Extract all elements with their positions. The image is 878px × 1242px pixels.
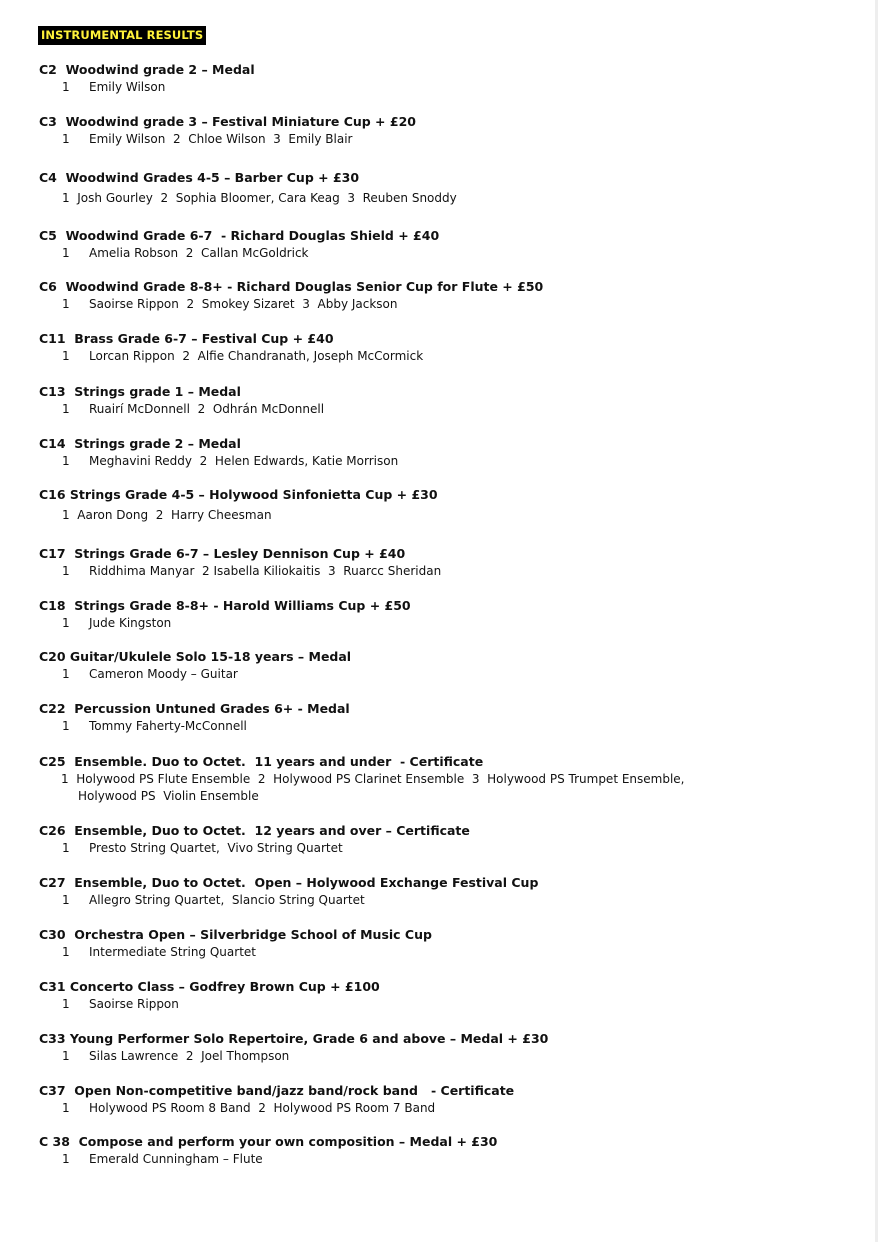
result-line xyxy=(39,348,859,365)
place-number: 1 xyxy=(62,80,70,94)
class-heading: C31 Concerto Class – Godfrey Brown Cup + £100 xyxy=(39,979,380,994)
result-names: Jude Kingston xyxy=(89,616,172,630)
class-heading: C25 Ensemble. Duo to Octet. 11 years and under - Certificate xyxy=(39,754,484,769)
result-line xyxy=(39,563,859,580)
result-section-c6 xyxy=(39,278,859,313)
result-names: Saoirse Rippon 2 Smokey Sizaret 3 Abby Jackson xyxy=(89,297,398,311)
result-line xyxy=(39,892,859,909)
result-section-c25 xyxy=(39,753,859,805)
class-heading: C18 Strings Grade 8-8+ - Harold Williams Cup + £50 xyxy=(39,598,411,613)
result-section-c27 xyxy=(39,874,859,909)
result-line xyxy=(39,718,859,735)
result-names: Amelia Robson 2 Callan McGoldrick xyxy=(89,246,309,260)
class-heading: C16 Strings Grade 4-5 – Holywood Sinfonietta Cup + £30 xyxy=(39,487,438,502)
result-line xyxy=(39,245,859,262)
result-section-c4 xyxy=(39,169,859,207)
result-section-c16 xyxy=(39,486,859,524)
result-section-c11 xyxy=(39,330,859,365)
result-line: 1 Holywood PS Flute Ensemble 2 Holywood PS Clarinet Ensemble 3 Holywood PS Trumpet Ensemble, xyxy=(61,772,685,786)
result-section-c26 xyxy=(39,822,859,857)
result-names: Tommy Faherty-McConnell xyxy=(89,719,247,733)
class-heading: C26 Ensemble, Duo to Octet. 12 years and over – Certificate xyxy=(39,823,470,838)
result-line xyxy=(39,1048,859,1065)
result-section-c22 xyxy=(39,700,859,735)
result-line xyxy=(39,996,859,1013)
result-section-c17 xyxy=(39,545,859,580)
place-number: 1 xyxy=(62,893,70,907)
place-number: 1 xyxy=(62,1152,70,1166)
class-heading: C2 Woodwind grade 2 – Medal xyxy=(39,62,255,77)
place-number: 1 xyxy=(62,1049,70,1063)
result-section-c33 xyxy=(39,1030,859,1065)
result-section-c18 xyxy=(39,597,859,632)
result-line xyxy=(39,131,859,148)
result-line: 1 Josh Gourley 2 Sophia Bloomer, Cara Keag 3 Reuben Snoddy xyxy=(62,191,457,205)
place-number: 1 xyxy=(62,132,70,146)
result-line-continued: Holywood PS Violin Ensemble xyxy=(78,789,259,803)
result-names: Silas Lawrence 2 Joel Thompson xyxy=(89,1049,290,1063)
class-heading: C17 Strings Grade 6-7 – Lesley Dennison Cup + £40 xyxy=(39,546,406,561)
class-heading: C20 Guitar/Ukulele Solo 15-18 years – Medal xyxy=(39,649,352,664)
result-names: Cameron Moody – Guitar xyxy=(89,667,238,681)
class-heading: C33 Young Performer Solo Repertoire, Grade 6 and above – Medal + £30 xyxy=(39,1031,549,1046)
class-heading: C13 Strings grade 1 – Medal xyxy=(39,384,241,399)
class-heading: C11 Brass Grade 6-7 – Festival Cup + £40 xyxy=(39,331,334,346)
result-line xyxy=(39,296,859,313)
class-heading: C37 Open Non-competitive band/jazz band/rock band - Certificate xyxy=(39,1083,515,1098)
result-names: Holywood PS Room 8 Band 2 Holywood PS Room 7 Band xyxy=(89,1101,436,1115)
result-names: Meghavini Reddy 2 Helen Edwards, Katie Morrison xyxy=(89,454,399,468)
result-names: Presto String Quartet, Vivo String Quartet xyxy=(89,841,343,855)
place-number: 1 xyxy=(62,719,70,733)
result-line xyxy=(39,1100,859,1117)
result-line xyxy=(39,944,859,961)
result-section-c31 xyxy=(39,978,859,1013)
class-heading: C14 Strings grade 2 – Medal xyxy=(39,436,241,451)
result-names: Riddhima Manyar 2 Isabella Kiliokaitis 3 Ruarcc Sheridan xyxy=(89,564,442,578)
class-heading: C6 Woodwind Grade 8-8+ - Richard Douglas Senior Cup for Flute + £50 xyxy=(39,279,544,294)
result-names: Saoirse Rippon xyxy=(89,997,179,1011)
result-line xyxy=(39,840,859,857)
place-number: 1 xyxy=(62,841,70,855)
place-number: 1 xyxy=(62,297,70,311)
place-number: 1 xyxy=(62,246,70,260)
page-title: INSTRUMENTAL RESULTS xyxy=(38,26,206,45)
result-line xyxy=(39,1151,859,1168)
result-names: Emerald Cunningham – Flute xyxy=(89,1152,263,1166)
place-number: 1 xyxy=(62,349,70,363)
result-line: 1 Aaron Dong 2 Harry Cheesman xyxy=(62,508,272,522)
class-heading: C 38 Compose and perform your own composition – Medal + £30 xyxy=(39,1134,498,1149)
place-number: 1 xyxy=(62,616,70,630)
class-heading: C5 Woodwind Grade 6-7 - Richard Douglas Shield + £40 xyxy=(39,228,440,243)
result-line xyxy=(39,666,859,683)
result-section-c2 xyxy=(39,61,859,96)
result-names: Allegro String Quartet, Slancio String Quartet xyxy=(89,893,365,907)
place-number: 1 xyxy=(62,667,70,681)
class-heading: C3 Woodwind grade 3 – Festival Miniature Cup + £20 xyxy=(39,114,416,129)
result-section-c20 xyxy=(39,648,859,683)
class-heading: C30 Orchestra Open – Silverbridge School of Music Cup xyxy=(39,927,432,942)
result-line xyxy=(39,401,859,418)
result-section-c13 xyxy=(39,383,859,418)
class-heading: C22 Percussion Untuned Grades 6+ - Medal xyxy=(39,701,350,716)
result-names: Intermediate String Quartet xyxy=(89,945,256,959)
result-section-c37 xyxy=(39,1082,859,1117)
result-names: Emily Wilson 2 Chloe Wilson 3 Emily Blair xyxy=(89,132,353,146)
result-section-c30 xyxy=(39,926,859,961)
place-number: 1 xyxy=(62,402,70,416)
result-names: Emily Wilson xyxy=(89,80,166,94)
result-section-c38 xyxy=(39,1133,859,1168)
class-heading: C4 Woodwind Grades 4-5 – Barber Cup + £30 xyxy=(39,170,360,185)
place-number: 1 xyxy=(62,997,70,1011)
result-section-c5 xyxy=(39,227,859,262)
result-line xyxy=(39,453,859,470)
result-line xyxy=(39,615,859,632)
result-section-c3 xyxy=(39,113,859,148)
place-number: 1 xyxy=(62,945,70,959)
place-number: 1 xyxy=(62,564,70,578)
class-heading: C27 Ensemble, Duo to Octet. Open – Holywood Exchange Festival Cup xyxy=(39,875,539,890)
place-number: 1 xyxy=(62,454,70,468)
result-line xyxy=(39,79,859,96)
place-number: 1 xyxy=(62,1101,70,1115)
result-names: Ruairí McDonnell 2 Odhrán McDonnell xyxy=(89,402,325,416)
result-section-c14 xyxy=(39,435,859,470)
result-names: Lorcan Rippon 2 Alfie Chandranath, Joseph McCormick xyxy=(89,349,424,363)
